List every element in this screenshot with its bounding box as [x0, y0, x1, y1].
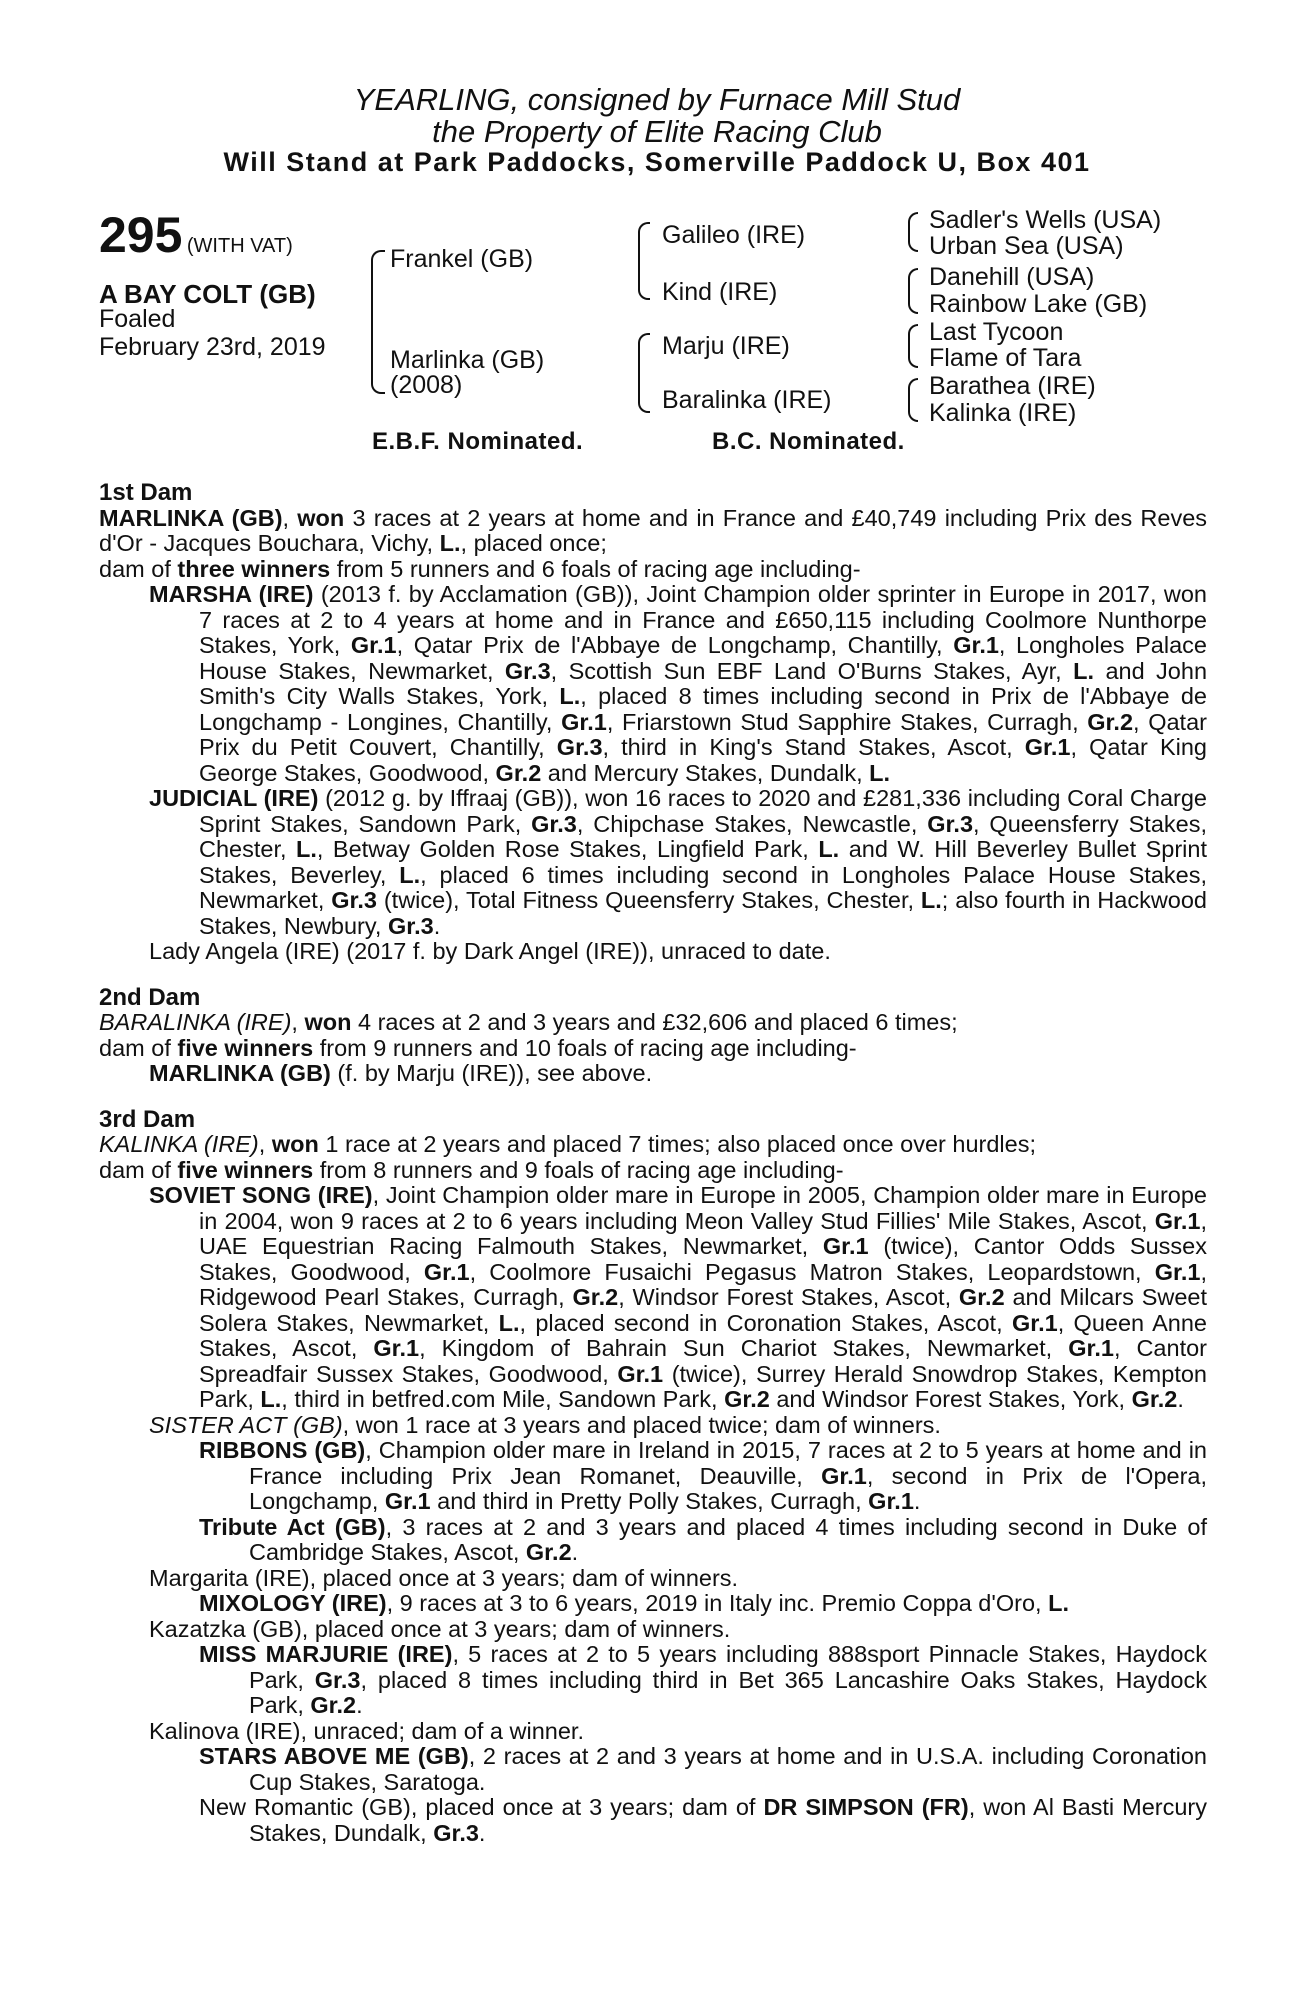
pedigree-brace-sd [908, 268, 918, 314]
pedigree-dam-year: (2008) [390, 371, 463, 399]
second-dam-progeny: MARLINKA (GB) (f. by Marju (IRE)), see above. [149, 1060, 653, 1086]
lot-number-line [99, 206, 293, 264]
pedigree-brace-main [371, 250, 385, 394]
lot-number: 295 [99, 207, 183, 263]
pedigree-dam-sire: Marju (IRE) [662, 332, 790, 360]
second-dam-heading: 2nd Dam [99, 983, 201, 1011]
third-dam-record: KALINKA (IRE), won 1 race at 2 years and placed 7 times; also placed once over hurdles; [99, 1131, 1036, 1157]
judicial-name: JUDICIAL (IRE) [149, 785, 319, 811]
soviet-song-name: SOVIET SONG (IRE) [149, 1182, 373, 1208]
progeny-marsha: MARSHA (IRE) (2013 f. by Acclamation (GB)), Joint Champion older sprinter in Europe in 2017, won 7 races at 2 to 4 years at home and in France and £650,115 including Coolmore Nunthorpe Stakes, York, Gr.1, Qatar Prix de l'Abbaye de Longchamp, Chantilly, Gr.1, Longholes Palace House Stakes, Newmarket, Gr.3, Scottish Sun EBF Land O'Burns Stakes, Ayr, L. and John Smith's City Walls Stakes, York, L., placed 8 times including second in Prix de l'Abbaye de Longchamp - Longines, Chantilly, Gr.1, Friarstown Stud Sapphire Stakes, Curragh, Gr.2, Qatar Prix du Petit Couvert, Chantilly, Gr.3, third in King's Stand Stakes, Ascot, Gr.1, Qatar King George Stakes, Goodwood, Gr.2 and Mercury Stakes, Dundalk, L. [149, 581, 1208, 786]
pedigree-ddd: Kalinka (IRE) [929, 399, 1077, 427]
progeny-mixology: MIXOLOGY (IRE), 9 races at 3 to 6 years, 2019 in Italy inc. Premio Coppa d'Oro, L. [199, 1590, 1069, 1616]
progeny-tribute-act: Tribute Act (GB), 3 races at 2 and 3 years and placed 4 times including second in Duke of Cambridge Stakes, Ascot, Gr.2. [199, 1513, 1207, 1565]
vat-label: (WITH VAT) [186, 235, 293, 257]
foaled-label: Foaled [99, 305, 176, 333]
foaled-date: February 23rd, 2019 [99, 333, 326, 361]
bc-nominated: B.C. Nominated. [712, 428, 905, 455]
pedigree-dam: Marlinka (GB) [390, 346, 545, 374]
pedigree-sss: Sadler's Wells (USA) [929, 206, 1162, 234]
pedigree-brace-ds [908, 324, 918, 368]
progeny-kalinova: Kalinova (IRE), unraced; dam of a winner. [149, 1717, 584, 1744]
pedigree-sire-sire: Galileo (IRE) [662, 221, 806, 249]
pedigree-sds: Danehill (USA) [929, 263, 1095, 291]
produce-record [99, 480, 1207, 1846]
pedigree-sdd: Rainbow Lake (GB) [929, 290, 1148, 318]
marsha-name: MARSHA (IRE) [149, 581, 314, 607]
progeny-margarita: Margarita (IRE), placed once at 3 years; dam of winners. [149, 1564, 739, 1591]
lot-name: A BAY COLT (GB) [99, 279, 316, 309]
pedigree-brace-dd [908, 378, 918, 422]
progeny-judicial: JUDICIAL (IRE) (2012 g. by Iffraaj (GB)), won 16 races to 2020 and £281,336 including Coral Charge Sprint Stakes, Sandown Park, Gr.3, Chipchase Stakes, Newcastle, Gr.3, Queensferry Stakes, Chester, L., Betway Golden Rose Stakes, Lingfield Park, L. and W. Hill Beverley Bullet Sprint Stakes, Beverley, L., placed 6 times including second in Longholes Palace House Stakes, Newmarket, Gr.3 (twice), Total Fitness Queensferry Stakes, Chester, L.; also fourth in Hackwood Stakes, Newbury, Gr.3. [149, 785, 1208, 939]
pedigree-dam-dam: Baralinka (IRE) [662, 386, 832, 414]
second-dam-summary: dam of five winners from 9 runners and 10 foals of racing age including- [99, 1034, 857, 1061]
pedigree-brace-sire [638, 222, 650, 300]
ebf-nominated: E.B.F. Nominated. [372, 428, 584, 455]
third-dam-summary: dam of five winners from 8 runners and 9 foals of racing age including- [99, 1156, 844, 1183]
progeny-new-romantic: New Romantic (GB), placed once at 3 years; dam of DR SIMPSON (FR), won Al Basti Mercury Stakes, Dundalk, Gr.3. [199, 1794, 1207, 1846]
ribbons-name: RIBBONS (GB) [199, 1437, 366, 1463]
header-property: the Property of Elite Racing Club [432, 114, 882, 149]
pedigree-brace-ss [908, 212, 918, 252]
progeny-soviet-song: SOVIET SONG (IRE), Joint Champion older mare in Europe in 2005, Champion older mare in Europe in 2004, won 9 races at 2 to 6 years including Meon Valley Stud Fillies' Mile Stakes, Ascot, Gr.1, UAE Equestrian Racing Falmouth Stakes, Newmarket, Gr.1 (twice), Cantor Odds Sussex Stakes, Goodwood, Gr.1, Coolmore Fusaichi Pegasus Matron Stakes, Leopardstown, Gr.1, Ridgewood Pearl Stakes, Curragh, Gr.2, Windsor Forest Stakes, Ascot, Gr.2 and Milcars Sweet Solera Stakes, Newmarket, L., placed second in Coronation Stakes, Ascot, Gr.1, Queen Anne Stakes, Ascot, Gr.1, Kingdom of Bahrain Sun Chariot Stakes, Newmarket, Gr.1, Cantor Spreadfair Sussex Stakes, Goodwood, Gr.1 (twice), Surrey Herald Snowdrop Stakes, Kempton Park, L., third in betfred.com Mile, Sandown Park, Gr.2 and Windsor Forest Stakes, York, Gr.2. [149, 1182, 1208, 1412]
first-dam-name: MARLINKA (GB) [99, 504, 283, 531]
header-location: Will Stand at Park Paddocks, Somerville Paddock U, Box 401 [223, 147, 1091, 177]
progeny-ribbons: RIBBONS (GB), Champion older mare in Ireland in 2015, 7 races at 2 to 5 years at home and in France including Prix Jean Romanet, Deauville, Gr.1, second in Prix de l'Opera, Longchamp, Gr.1 and third in Pretty Polly Stakes, Curragh, Gr.1. [199, 1437, 1208, 1514]
progeny-miss-marjurie: MISS MARJURIE (IRE), 5 races at 2 to 5 years including 888sport Pinnacle Stakes, Haydock Park, Gr.3, placed 8 times including third in Bet 365 Lancashire Oaks Stakes, Haydock Park, Gr.2. [199, 1641, 1207, 1718]
progeny-sister-act: SISTER ACT (GB), won 1 race at 3 years and placed twice; dam of winners. [149, 1411, 941, 1438]
third-dam-name: KALINKA (IRE) [99, 1131, 259, 1157]
pedigree-brace-dam [638, 333, 650, 413]
first-dam-record: MARLINKA (GB), won 3 races at 2 years at home and in France and £40,749 including Prix des Reves d'Or - Jacques Bouchara, Vichy, L., placed once; [99, 504, 1208, 556]
pedigree-ssd: Urban Sea (USA) [929, 232, 1124, 260]
first-dam-summary: dam of three winners from 5 runners and 6 foals of racing age including- [99, 555, 861, 582]
pedigree-sire-dam: Kind (IRE) [662, 278, 778, 306]
tribute-act-name: Tribute Act (GB) [199, 1513, 386, 1540]
second-dam-name: BARALINKA (IRE) [99, 1009, 292, 1035]
third-dam-heading: 3rd Dam [99, 1105, 196, 1133]
pedigree-dss: Last Tycoon [929, 318, 1064, 346]
pedigree-dsd: Flame of Tara [929, 344, 1082, 372]
progeny-lady-angela: Lady Angela (IRE) (2017 f. by Dark Angel (IRE)), unraced to date. [149, 938, 831, 964]
second-dam-record: BARALINKA (IRE), won 4 races at 2 and 3 years and £32,606 and placed 6 times; [99, 1009, 958, 1035]
header-consignor: YEARLING, consigned by Furnace Mill Stud [353, 82, 961, 117]
first-dam-heading: 1st Dam [99, 479, 193, 506]
progeny-stars-above-me: STARS ABOVE ME (GB), 2 races at 2 and 3 years at home and in U.S.A. including Coronation Cup Stakes, Saratoga. [199, 1743, 1207, 1795]
progeny-kazatzka: Kazatzka (GB), placed once at 3 years; dam of winners. [149, 1615, 731, 1642]
pedigree-dds: Barathea (IRE) [929, 372, 1096, 400]
pedigree-sire: Frankel (GB) [390, 245, 534, 273]
